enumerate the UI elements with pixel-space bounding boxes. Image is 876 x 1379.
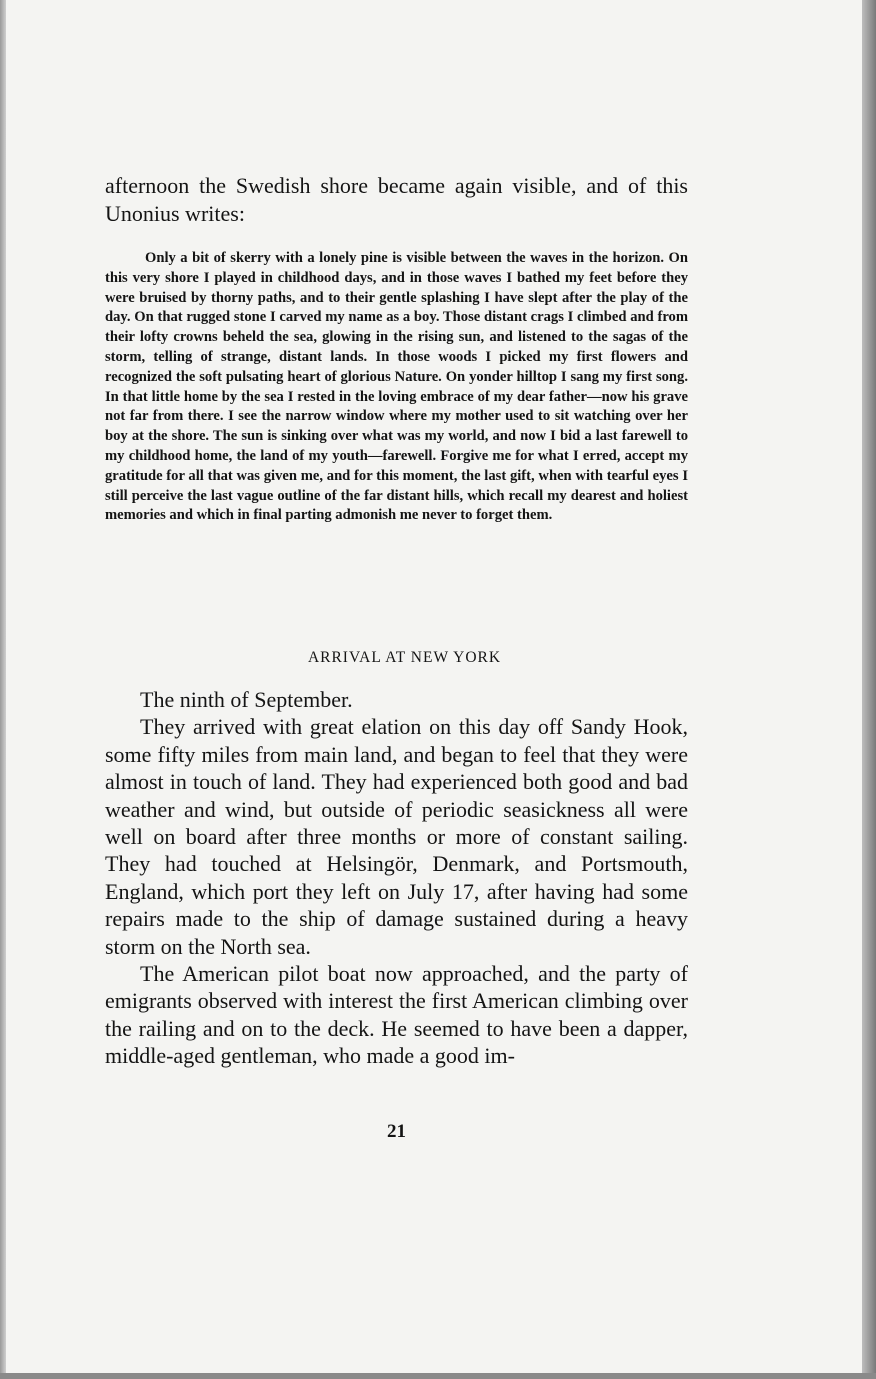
body-text (105, 686, 688, 1070)
body-paragraph-pilot: The American pilot boat now approached, and the party of emigrants observed with interest the first American climbing over the railing and on to the deck. He seemed to have been a dapper, middle-aged gentleman, who made a good im- (105, 961, 688, 1069)
section-heading: ARRIVAL AT NEW YORK (307, 649, 502, 666)
page-right-edge (862, 0, 876, 1379)
lead-paragraph: afternoon the Swedish shore became again visible, and of this Unonius writes: (105, 173, 688, 226)
body-paragraph-date: The ninth of September. (140, 687, 353, 712)
page-number: 21 (387, 1121, 406, 1142)
body-paragraph-arrival: They arrived with great elation on this day off Sandy Hook, some fifty miles from main land, and began to feel that they were almost in touch of land. They had experienced both good and bad weather and wind, but outside of periodic seasickness all were well on board after three months or more of constant sailing. They had touched at Helsingör, Denmark, and Portsmouth, England, which port they left on July 17, after having had some repairs made to the ship of damage sustained during a heavy storm on the North sea. (105, 714, 688, 959)
page-bottom-edge (0, 1373, 876, 1379)
block-quote: Only a bit of skerry with a lonely pine is visible between the waves in the horizon. On this very shore I played in childhood days, and in those waves I bathed my feet before they were bruised by thorny paths, and to their gentle splashing I have slept after the play of the day. On that rugged stone I carved my name as a boy. Those distant crags I climbed and from their lofty crowns beheld the sea, glowing in the rising sun, and listened to the sagas of the storm, telling of strange, distant lands. In those woods I picked my first flowers and recognized the soft pulsating heart of glorious Nature. On yonder hilltop I sang my first song. In that little home by the sea I rested in the loving embrace of my dear father—now his grave not far from there. I see the narrow window where my mother used to sit watching over her boy at the shore. The sun is sinking over what was my world, and now I bid a last farewell to my childhood home, the land of my youth—farewell. Forgive me for what I erred, accept my gratitude for all that was given me, and for this moment, the last gift, when with tearful eyes I still perceive the last vague outline of the far distant hills, which recall my dearest and holiest memories and which in final parting admonish me never to forget them. (105, 250, 688, 524)
